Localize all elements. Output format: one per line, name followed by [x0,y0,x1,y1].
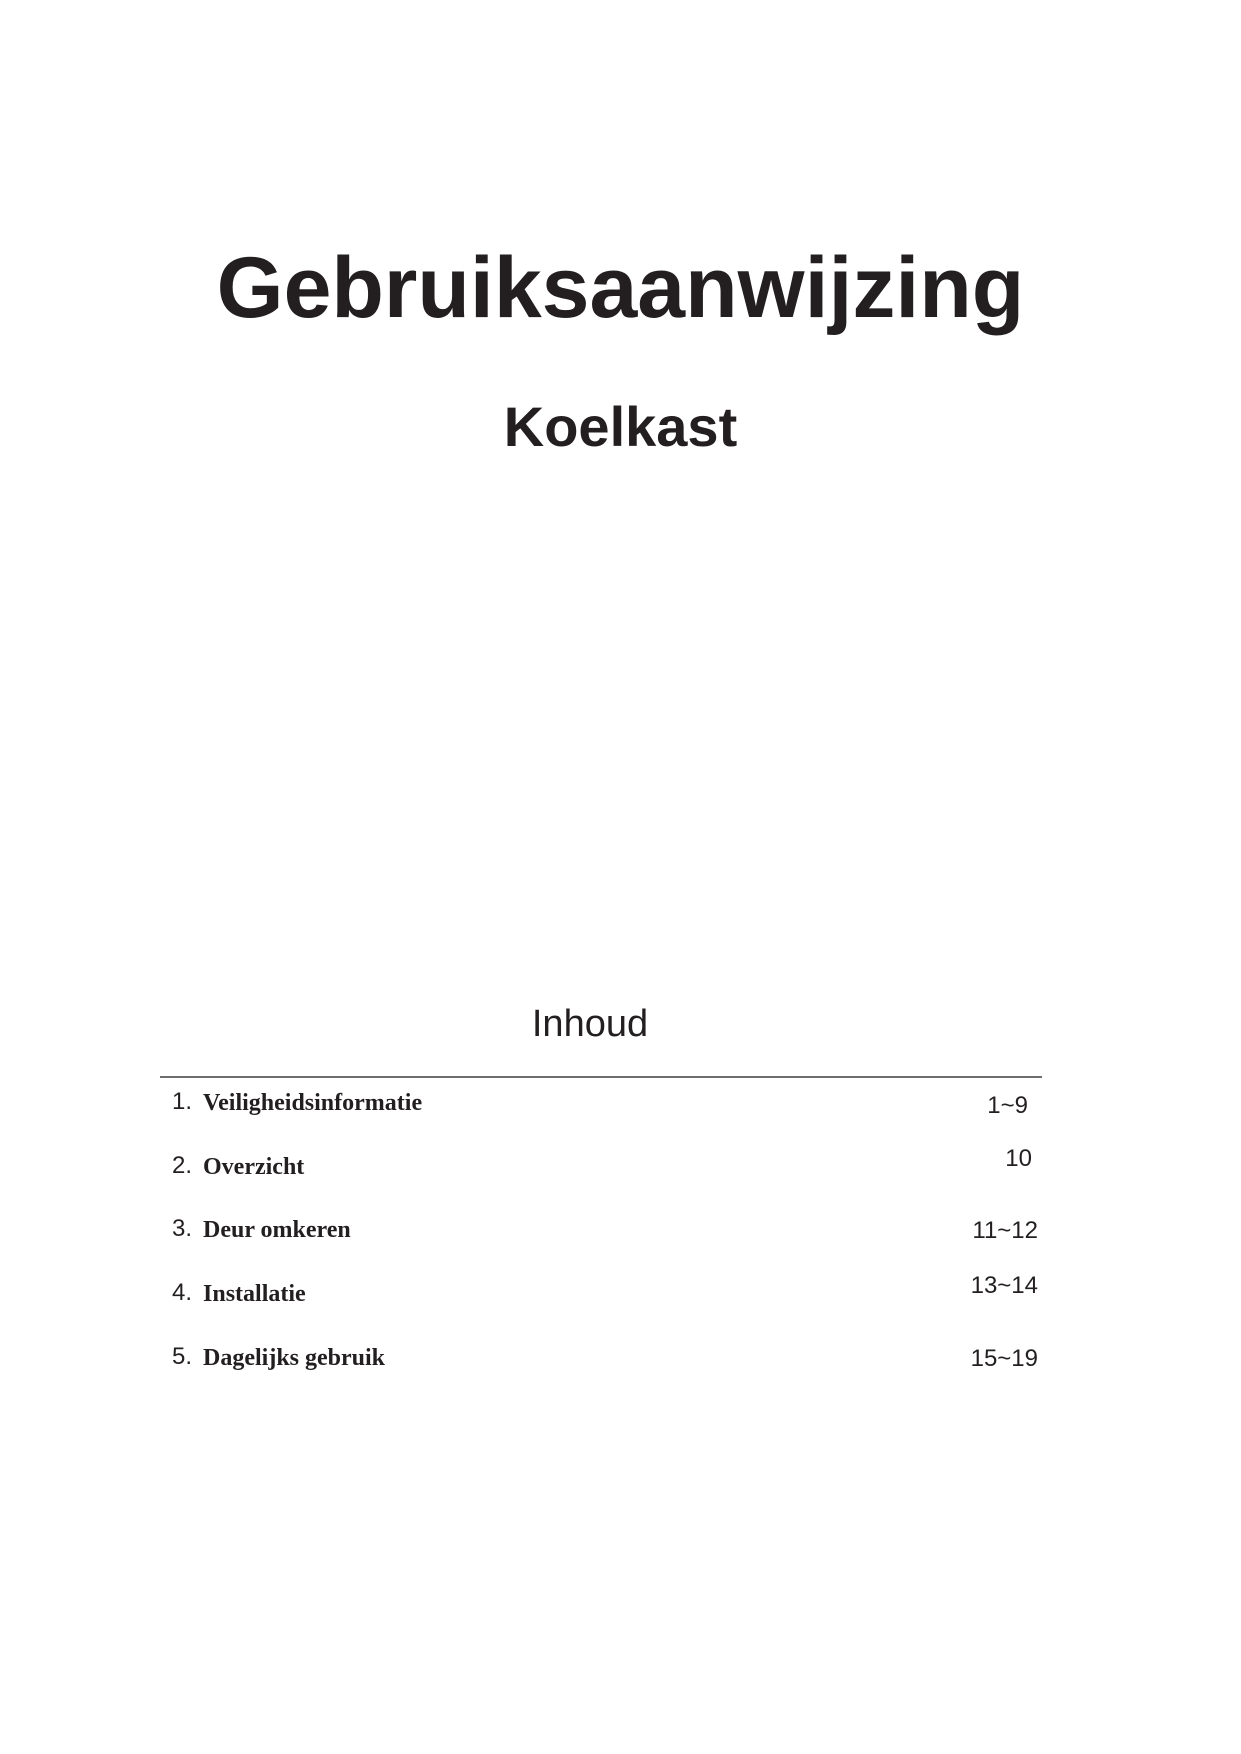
toc-item-installatie [172,1272,1038,1317]
document-title: Gebruiksaanwijzing [216,240,1025,336]
toc-item-deur-omkeren [172,1213,1038,1253]
toc-item-number: 5. [172,1343,193,1370]
toc-item-label: Veiligheidsinformatie [203,1090,423,1116]
toc-item-pages: 1~9 [987,1092,1028,1119]
toc-item-label: Deur omkeren [203,1217,351,1243]
toc-item-veiligheidsinformatie [172,1086,1038,1126]
toc-item-label: Installatie [203,1281,306,1307]
toc-item-overzicht [172,1145,1038,1190]
toc-item-number: 4. [172,1279,193,1306]
toc-item-number: 3. [172,1215,193,1242]
toc-item-label: Overzicht [203,1154,305,1180]
toc-item-pages: 15~19 [970,1345,1038,1372]
toc-item-dagelijks-gebruik [172,1341,1038,1381]
toc-divider [160,1076,1042,1078]
document-subtitle: Koelkast [503,395,738,458]
toc-item-pages: 11~12 [972,1217,1038,1244]
toc-item-label: Dagelijks gebruik [203,1345,386,1371]
toc-item-pages: 10 [1005,1145,1032,1172]
toc-item-number: 2. [172,1152,193,1179]
toc-item-number: 1. [172,1088,193,1115]
toc-item-pages: 13~14 [970,1272,1038,1299]
toc-heading: Inhoud [531,1003,649,1045]
